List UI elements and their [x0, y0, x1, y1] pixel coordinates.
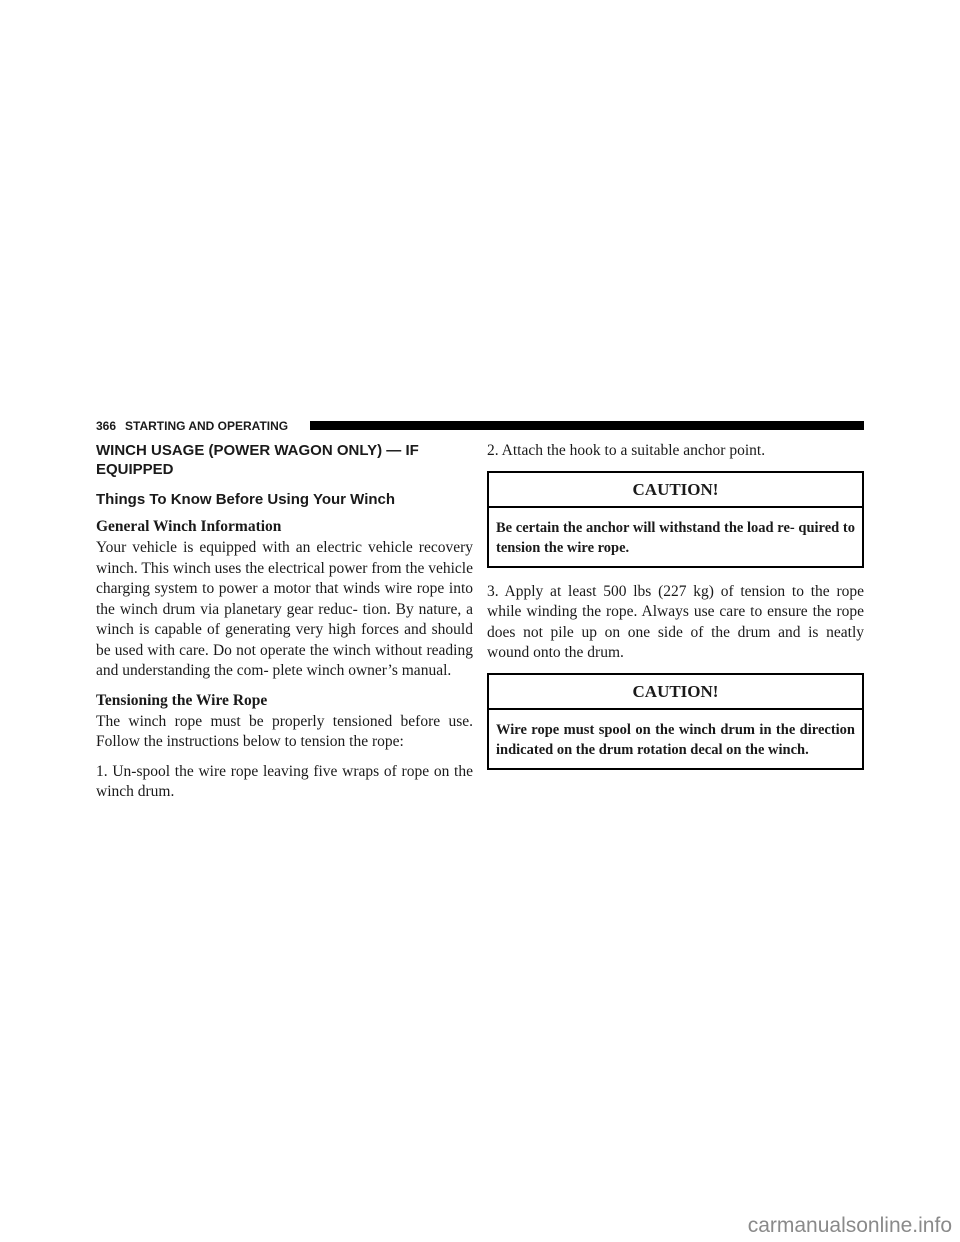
left-column [96, 441, 473, 812]
tensioning-paragraph: The winch rope must be properly tensioned before use. Follow the instructions below to tension the rope: [96, 712, 473, 750]
general-info-title: General Winch Information [96, 518, 282, 535]
header-rule [310, 421, 864, 430]
step-1: 1. Un-spool the wire rope leaving five wraps of rope on the winch drum. [96, 762, 473, 800]
section-title: STARTING AND OPERATING [125, 419, 289, 433]
step-3: 3. Apply at least 500 lbs (227 kg) of tension to the rope while winding the rope. Always use care to ensure the rope does not pile up on one side of the drum and is neatly wound onto the drum. [487, 582, 864, 661]
step-2: 2. Attach the hook to a suitable anchor point. [487, 442, 766, 459]
caution-box-2 [487, 673, 864, 770]
caution-text-1: Be certain the anchor will withstand the load re- quired to tension the wire rope. [496, 519, 855, 556]
caution-box-1 [487, 471, 864, 568]
page-header [96, 419, 864, 433]
subheading: Things To Know Before Using Your Winch [96, 491, 396, 508]
page-number: 366 [96, 419, 117, 433]
caution-text-2: Wire rope must spool on the winch drum in the direction indicated on the drum rotation decal on the winch. [496, 721, 855, 758]
general-info-paragraph: Your vehicle is equipped with an electric vehicle recovery winch. This winch uses the electrical power from the vehicle charging system to power a motor that winds wire rope into the winch drum via planetary gear reduc- tion. By nature, a winch is capable of generating very high forces and should be used with care. Do not operate the winch without reading and understanding the com- plete winch owner’s manual. [96, 539, 473, 679]
right-column [487, 441, 864, 784]
main-heading: WINCH USAGE (POWER WAGON ONLY) — IF EQUIPPED [96, 442, 419, 478]
caution-title-2: CAUTION! [489, 675, 862, 710]
caution-title-1: CAUTION! [489, 473, 862, 508]
tensioning-title: Tensioning the Wire Rope [96, 691, 268, 709]
watermark-link[interactable]: carmanualsonline.info [747, 1214, 952, 1237]
